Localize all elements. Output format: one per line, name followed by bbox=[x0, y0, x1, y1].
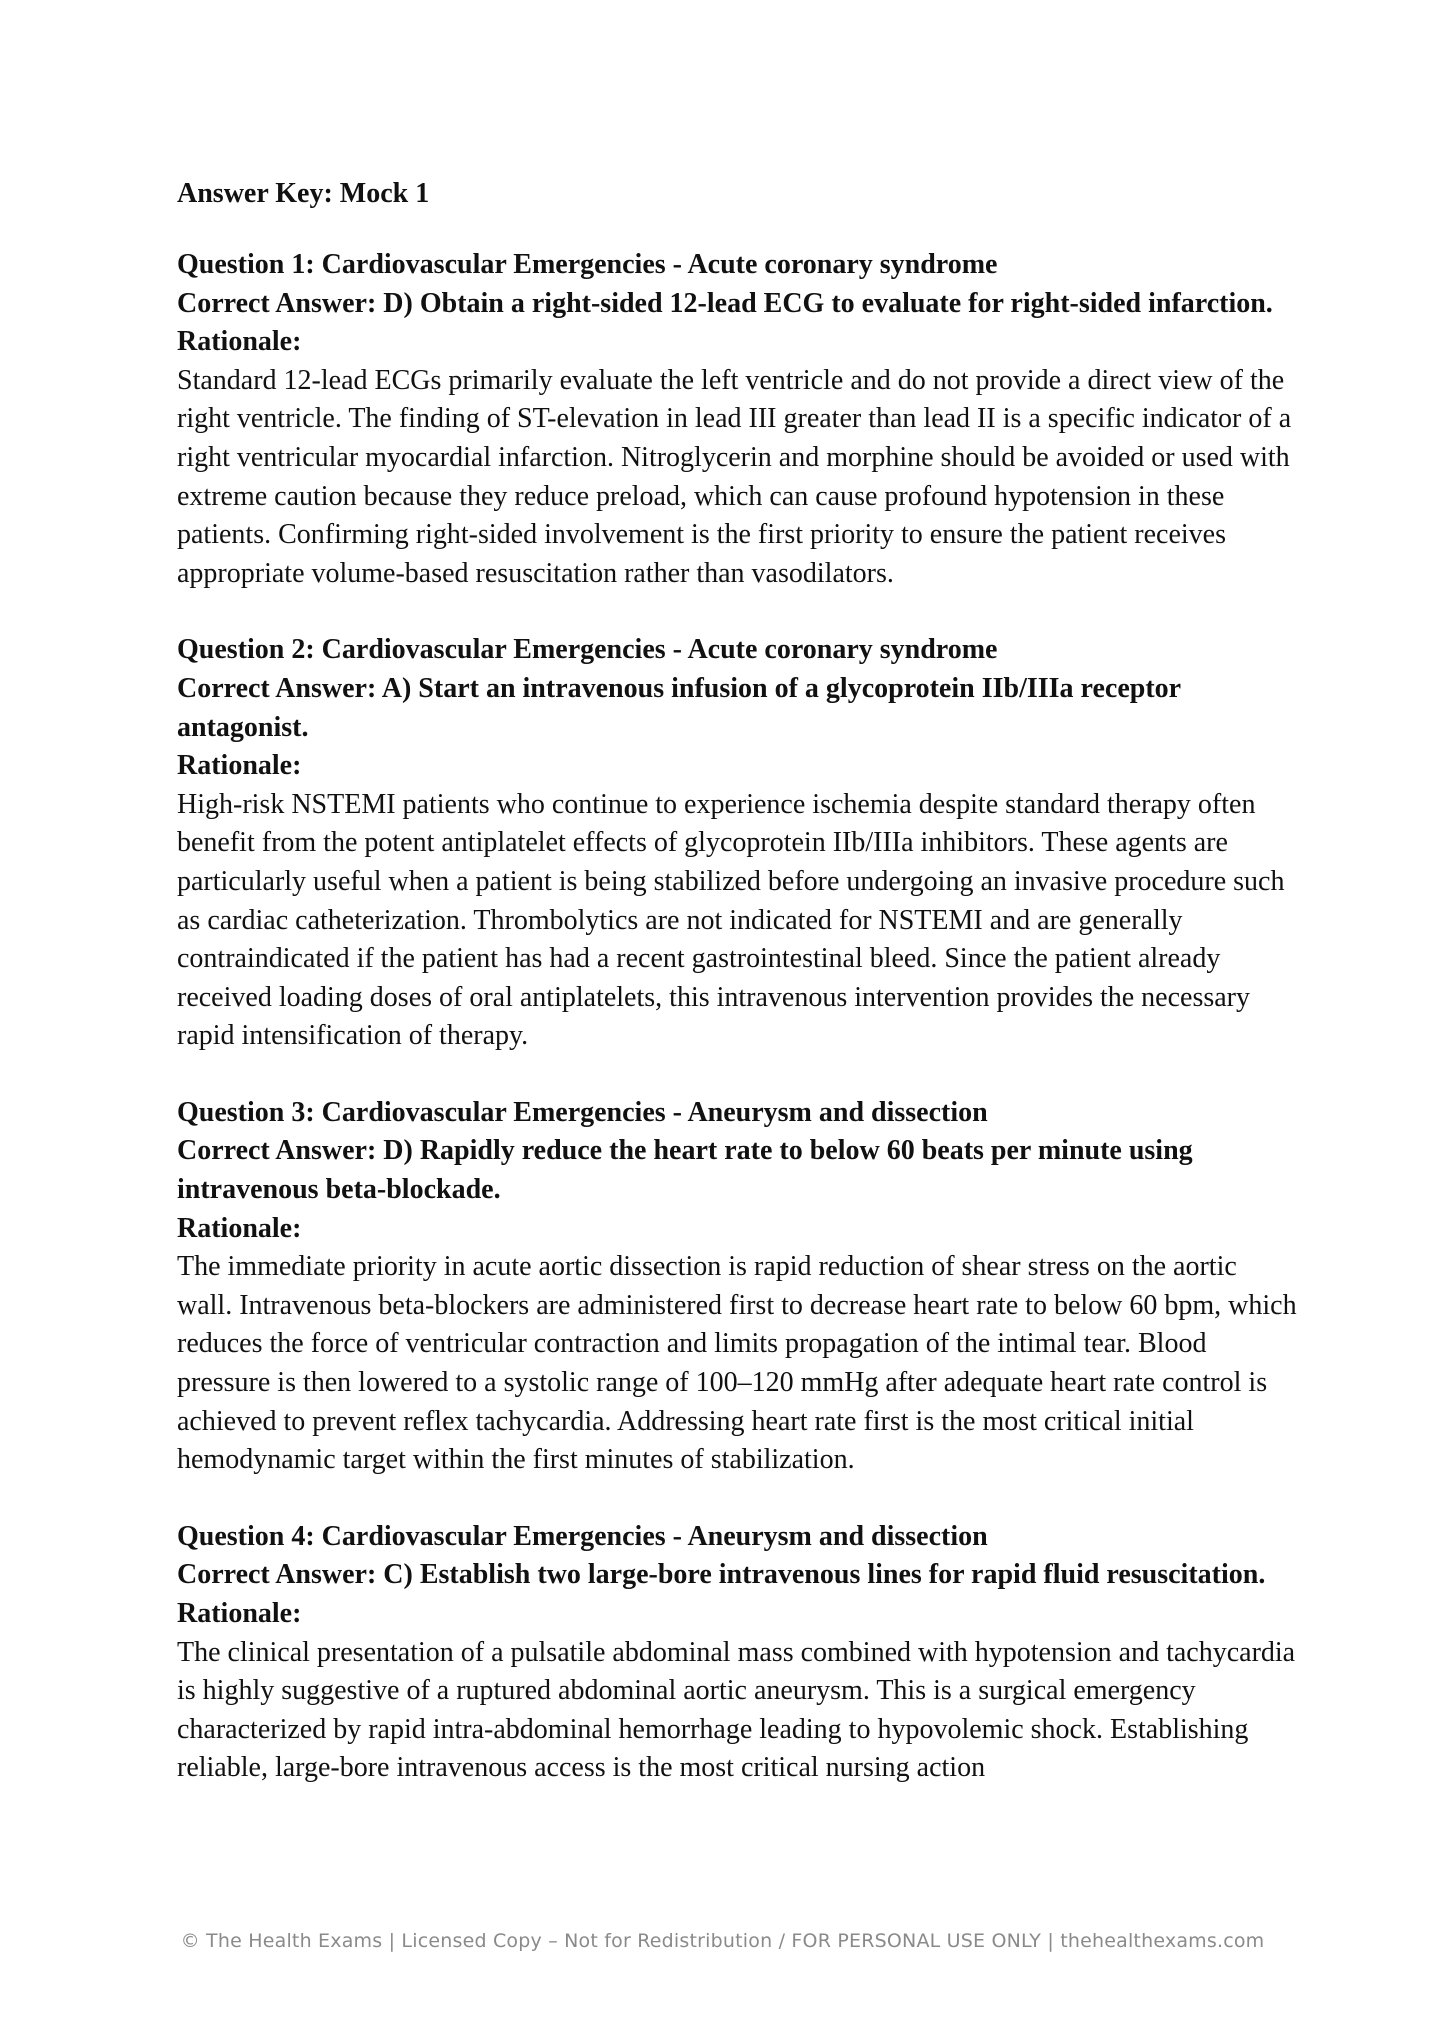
correct-answer: Correct Answer: A) Start an intravenous infusion of a glycoprotein IIb/IIIa receptor antagonist. bbox=[177, 672, 1181, 743]
page-title: Answer Key: Mock 1 bbox=[177, 178, 430, 209]
rationale-text: Standard 12-lead ECGs primarily evaluate the left ventricle and do not provide a direct view of the right ventricle. The finding of ST-elevation in lead III greater than lead II is a specific indicator of a right ventricular myocardial infarction. Nitroglycerin and morphine should be avoided or used with extreme caution because they reduce preload, which can cause profound hypotension in these patients. Confirming right-sided involvement is the first priority to ensure the patient receives appropriate volume-based resuscitation rather than vasodilators. bbox=[177, 364, 1292, 589]
question-block-1 bbox=[177, 246, 1297, 593]
correct-answer: Correct Answer: C) Establish two large-bore intravenous lines for rapid fluid resuscitation. bbox=[177, 1559, 1266, 1591]
question-block-3 bbox=[177, 1094, 1297, 1480]
document-body bbox=[177, 172, 1297, 1826]
question-heading: Question 4: Cardiovascular Emergencies - Aneurysm and dissection bbox=[177, 1520, 988, 1552]
question-block-4 bbox=[177, 1518, 1297, 1788]
rationale-label: Rationale: bbox=[177, 326, 302, 358]
correct-answer: Correct Answer: D) Obtain a right-sided 12-lead ECG to evaluate for right-sided infarction. bbox=[177, 287, 1273, 319]
rationale-label: Rationale: bbox=[177, 750, 302, 782]
rationale-text: High-risk NSTEMI patients who continue to experience ischemia despite standard therapy often benefit from the potent antiplatelet effects of glycoprotein IIb/IIIa inhibitors. These agents are particularly useful when a patient is being stabilized before undergoing an invasive procedure such as cardiac catheterization. Thrombolytics are not indicated for NSTEMI and are generally contraindicated if the patient has had a recent gastrointestinal bleed. Since the patient already received loading doses of oral antiplatelets, this intravenous intervention provides the necessary rapid intensification of therapy. bbox=[177, 788, 1285, 1052]
question-heading: Question 1: Cardiovascular Emergencies - Acute coronary syndrome bbox=[177, 249, 998, 280]
question-heading: Question 2: Cardiovascular Emergencies - Acute coronary syndrome bbox=[177, 634, 998, 666]
question-heading: Question 3: Cardiovascular Emergencies - Aneurysm and dissection bbox=[177, 1096, 988, 1128]
correct-answer: Correct Answer: D) Rapidly reduce the heart rate to below 60 beats per minute using intravenous beta-blockade. bbox=[177, 1135, 1193, 1206]
rationale-label: Rationale: bbox=[177, 1598, 302, 1629]
rationale-label: Rationale: bbox=[177, 1212, 302, 1244]
rationale-text: The immediate priority in acute aortic dissection is rapid reduction of shear stress on the aortic wall. Intravenous beta-blockers are administered first to decrease heart rate to below 60 bpm, which reduces the force of ventricular contraction and limits propagation of the intimal tear. Blood pressure is then lowered to a systolic range of 100–120 mmHg after adequate heart rate control is achieved to prevent reflex tachycardia. Addressing heart rate first is the most critical initial hemodynamic target within the first minutes of stabilization. bbox=[177, 1251, 1297, 1476]
question-block-2 bbox=[177, 631, 1297, 1056]
rationale-text: The clinical presentation of a pulsatile abdominal mass combined with hypotension and tachycardia is highly suggestive of a ruptured abdominal aortic aneurysm. This is a surgical emergency characterized by rapid intra-abdominal hemorrhage leading to hypovolemic shock. Establishing reliable, large-bore intravenous access is the most critical nursing action bbox=[177, 1636, 1296, 1784]
page-footer: © The Health Exams | Licensed Copy – Not for Redistribution / FOR PERSONAL USE ONLY | thehealthexams.com bbox=[180, 1930, 1265, 1952]
